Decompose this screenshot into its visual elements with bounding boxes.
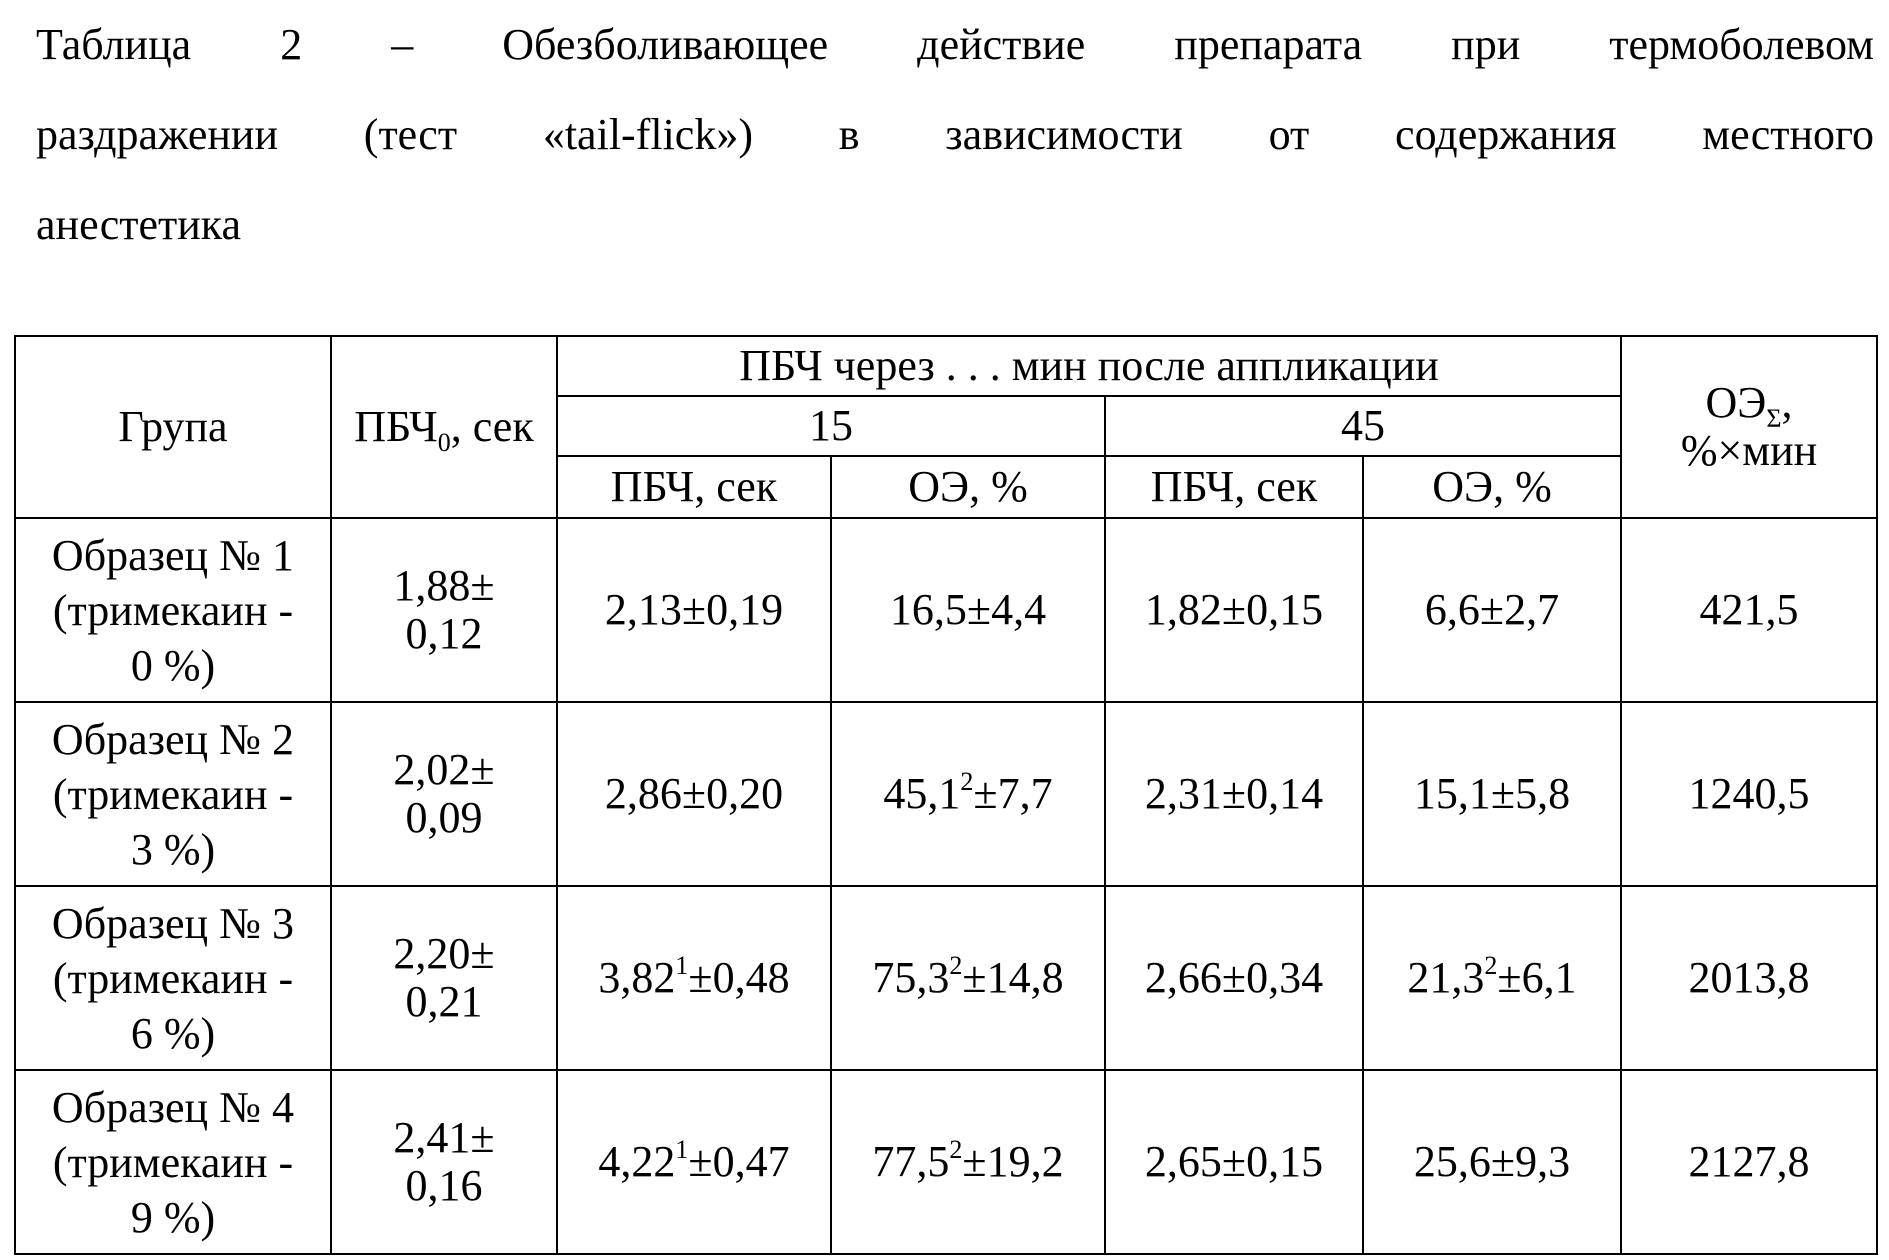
table-caption [36,0,1874,270]
cell-oe-sum: 2013,8 [1621,886,1877,1070]
cell-group: Образец № 1 (тримекаин - 0 %) [15,518,331,702]
cell-pbch0: 2,41± 0,16 [331,1070,557,1254]
cell-oe-15: $77,5^2\pm 19,2$ [831,1070,1105,1254]
cell-oe-15: $45,1^2\pm 7,7$ [831,702,1105,886]
cell-oe-45: 25,6±9,3 [1363,1070,1621,1254]
header-after-application: ПБЧ через . . . мин после аппликации [557,336,1621,396]
cell-pbch-15: 2,13±0,19 [557,518,831,702]
data-table [14,335,1878,1255]
header-row-1 [15,336,1877,396]
caption-line-3: анестетика [36,200,242,249]
cell-oe-15: $75,3^2\pm 14,8$ [831,886,1105,1070]
cell-group: Образец № 2 (тримекаин - 3 %) [15,702,331,886]
cell-pbch-45: 1,82±0,15 [1105,518,1363,702]
cell-pbch-45: 2,66±0,34 [1105,886,1363,1070]
caption-line-2: раздражении (тест «tail-flick») в зависимости от содержания местного [36,110,1874,159]
cell-pbch-45: 2,65±0,15 [1105,1070,1363,1254]
header-oe-45: ОЭ, % [1363,456,1621,518]
table-row [15,702,1877,886]
cell-group: Образец № 3 (тримекаин - 6 %) [15,886,331,1070]
cell-oe-15: 16,5±4,4 [831,518,1105,702]
cell-pbch-15: $4,22^1\pm 0,47$ [557,1070,831,1254]
cell-pbch0: 1,88± 0,12 [331,518,557,702]
caption-line-1: Таблица 2 – Обезболивающее действие препарата при термоболевом [36,20,1874,69]
header-oe-15: ОЭ, % [831,456,1105,518]
cell-pbch-45: 2,31±0,14 [1105,702,1363,886]
cell-oe-45: $21,3^2\pm 6,1$ [1363,886,1621,1070]
header-time-45: 45 [1105,396,1621,456]
table-row [15,1070,1877,1254]
cell-group: Образец № 4 (тримекаин - 9 %) [15,1070,331,1254]
table-row [15,886,1877,1070]
cell-oe-sum: 421,5 [1621,518,1877,702]
cell-oe-sum: 1240,5 [1621,702,1877,886]
cell-pbch-15: 2,86±0,20 [557,702,831,886]
cell-pbch0: 2,20± 0,21 [331,886,557,1070]
header-pbch0: $ПБЧ_0$, сек [331,336,557,518]
cell-oe-45: 15,1±5,8 [1363,702,1621,886]
header-time-15: 15 [557,396,1105,456]
cell-pbch0: 2,02± 0,09 [331,702,557,886]
header-pbch-45: ПБЧ, сек [1105,456,1363,518]
header-pbch-15: ПБЧ, сек [557,456,831,518]
header-oe-sum: $ОЭ_\Sigma$, %×мин [1621,336,1877,518]
cell-oe-sum: 2127,8 [1621,1070,1877,1254]
cell-pbch-15: $3,82^1\pm 0,48$ [557,886,831,1070]
cell-oe-45: 6,6±2,7 [1363,518,1621,702]
table-row [15,518,1877,702]
header-group: Група [15,336,331,518]
